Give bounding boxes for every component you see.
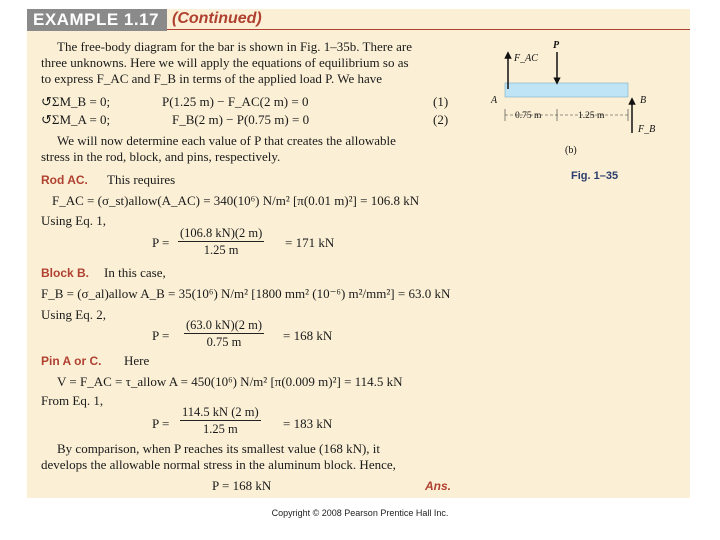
- equation-1-lhs: ↺ΣM_B = 0;: [41, 94, 111, 109]
- intro-line-2: three unknowns. Here we will apply the equations of equilibrium so as: [41, 55, 409, 70]
- transition-line-2: stress in the rod, block, and pins, respectively.: [41, 149, 281, 164]
- pin-p-fraction: [180, 405, 261, 437]
- rod-p-fraction: [178, 226, 264, 258]
- dimension-right-label: 1.25 m: [578, 111, 605, 121]
- example-header: [27, 9, 690, 31]
- block-b-using: Using Eq. 2,: [41, 307, 106, 322]
- pin-lead: Here: [124, 353, 150, 368]
- conclusion-line-1: By comparison, when P reaches its smallest value (168 kN), it: [57, 441, 381, 456]
- label-b: B: [640, 95, 647, 106]
- equation-2-number: (2): [433, 112, 449, 127]
- conclusion-line-2: develops the allowable normal stress in the aluminum block. Hence,: [41, 457, 396, 472]
- figure-caption: Fig. 1–35: [571, 170, 619, 182]
- example-title: EXAMPLE 1.17: [33, 10, 159, 29]
- equation-2-rhs: F_B(2 m) − P(0.75 m) = 0: [172, 112, 310, 127]
- pin-p-numerator: 114.5 kN (2 m): [182, 405, 259, 419]
- rod-p-lhs: P =: [152, 235, 170, 250]
- block-p-result: = 168 kN: [283, 328, 333, 343]
- label-p: P: [553, 40, 560, 51]
- block-p-lhs: P =: [152, 328, 170, 343]
- rod-p-denominator: 1.25 m: [203, 243, 239, 257]
- pin-heading: Pin A or C.: [41, 354, 102, 368]
- transition-line-1: We will now determine each value of P that creates the allowable: [57, 133, 396, 148]
- equation-1-rhs: P(1.25 m) − F_AC(2 m) = 0: [162, 94, 309, 109]
- intro-line-1: The free-body diagram for the bar is shown in Fig. 1–35b. There are: [57, 39, 412, 54]
- intro-line-3: to express F_AC and F_B in terms of the applied load P. We have: [41, 71, 383, 86]
- block-b-heading: Block B.: [41, 266, 90, 280]
- pin-equation: V = F_AC = τ_allow A = 450(10⁶) N/m² [π(0.009 m)²] = 114.5 kN: [57, 374, 403, 389]
- pin-p-lhs: P =: [152, 416, 170, 431]
- block-p-denominator: 0.75 m: [206, 335, 242, 349]
- label-a: A: [491, 95, 498, 106]
- header-rule: [167, 29, 690, 30]
- label-fac: F_AC: [514, 53, 538, 64]
- bar: [505, 83, 628, 97]
- label-fb: F_B: [638, 124, 656, 135]
- rod-p-numerator: (106.8 kN)(2 m): [180, 226, 263, 240]
- rod-ac-lead: This requires: [107, 172, 176, 187]
- pin-p-result: = 183 kN: [283, 416, 333, 431]
- dimension-left-label: 0.75 m: [515, 111, 542, 121]
- equation-1-number: (1): [433, 94, 449, 109]
- block-p-numerator: (63.0 kN)(2 m): [186, 318, 263, 332]
- rod-ac-using: Using Eq. 1,: [41, 213, 106, 228]
- rod-ac-heading: Rod AC.: [41, 173, 88, 187]
- free-body-diagram: [480, 35, 680, 160]
- copyright-notice: Copyright © 2008 Pearson Prentice Hall Inc.: [271, 508, 449, 518]
- pin-using: From Eq. 1,: [41, 393, 104, 408]
- figure-sublabel: (b): [565, 145, 577, 156]
- answer-label: Ans.: [425, 479, 452, 493]
- block-b-equation: F_B = (σ_al)allow A_B = 35(10⁶) N/m² [1800 mm² (10⁻⁶) m²/mm²] = 63.0 kN: [41, 286, 451, 301]
- block-b-lead: In this case,: [104, 265, 166, 280]
- equation-2-lhs: ↺ΣM_A = 0;: [41, 112, 111, 127]
- rod-p-result: = 171 kN: [285, 235, 335, 250]
- final-answer: P = 168 kN: [212, 478, 272, 493]
- pin-p-denominator: 1.25 m: [202, 422, 238, 436]
- continued-label: (Continued): [172, 10, 262, 27]
- block-p-fraction: [184, 318, 264, 350]
- rod-ac-equation: F_AC = (σ_st)allow(A_AC) = 340(10⁶) N/m² [π(0.01 m)²] = 106.8 kN: [52, 193, 420, 208]
